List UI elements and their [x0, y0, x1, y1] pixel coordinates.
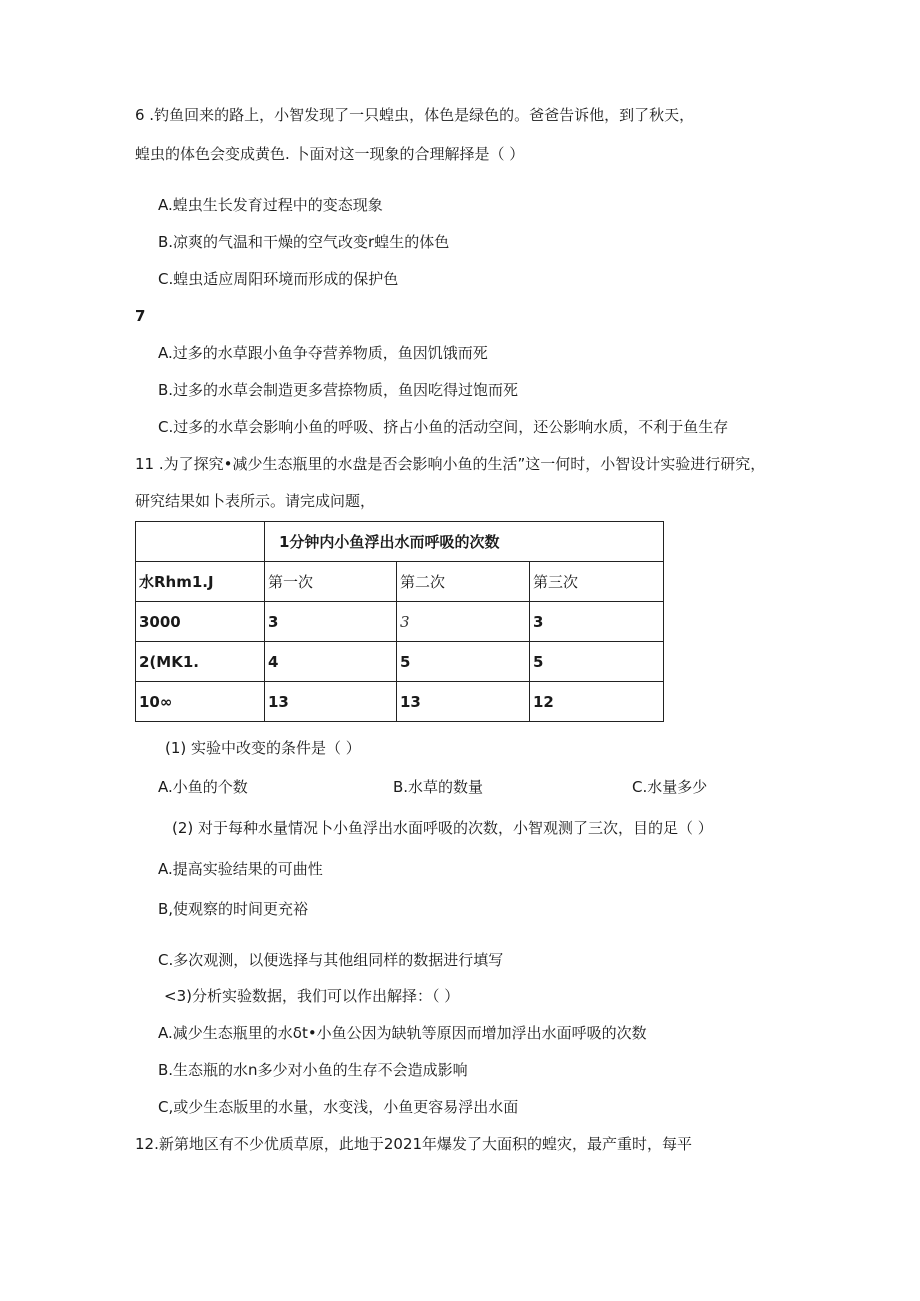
q7-number: 7	[135, 307, 146, 325]
table-main-header: 1分钟内小鱼浮出水而呼吸的次数	[265, 522, 664, 562]
table-header-row	[136, 522, 664, 562]
q6-stem-line1: 6 .钓鱼回来的路上，小智发现了一只蝗虫，体色是绿色的。爸爸告诉他，到了秋天，	[135, 106, 695, 124]
q11-sub2-option-b: B,使观察的时间更充裕	[158, 900, 309, 918]
table-cell: 5	[397, 642, 530, 682]
q11-sub3-stem: <3)分析实验数据，我们可以作出解择：（ ）	[164, 987, 460, 1005]
table-row	[136, 602, 664, 642]
q11-sub2-option-c: C.多次观测，以便选择与其他组同样的数据进行填写	[158, 951, 504, 969]
q11-sub1-option-b: B.水草的数量	[393, 778, 484, 796]
table-col-header: 第三次	[530, 562, 664, 602]
experiment-table	[135, 521, 664, 722]
table-row	[136, 642, 664, 682]
q6-option-b: B.凉爽的气温和干燥的空气改变r蝗生的体色	[158, 233, 450, 251]
q7-option-b: B.过多的水草会制造更多营捺物质，鱼因吃得过饱而死	[158, 381, 519, 399]
q12-stem-line1: 12.新第地区有不少优质草原，此地于2021年爆发了大面积的蝗灾，最产重时，每平	[135, 1135, 693, 1153]
table-row	[136, 682, 664, 722]
q11-sub2-stem: (2) 对于每种水量情况卜小鱼浮出水面呼吸的次数，小智观测了三次，目的足（ ）	[172, 819, 713, 837]
table-cell: 13	[397, 682, 530, 722]
q11-sub3-option-b: B.生态瓶的水n多少对小鱼的生存不会造成影响	[158, 1061, 468, 1079]
table-col-header: 第二次	[397, 562, 530, 602]
q7-option-a: A.过多的水草跟小鱼争夺营养物质，鱼因饥饿而死	[158, 344, 488, 362]
table-col-header: 第一次	[265, 562, 397, 602]
q7-option-c: C.过多的水草会影响小鱼的呼吸、挤占小鱼的活动空间，还公影响水质，不利于鱼生存	[158, 418, 729, 436]
table-cell: 12	[530, 682, 664, 722]
table-cell: 13	[265, 682, 397, 722]
q11-sub2-option-a: A.提高实验结果的可曲性	[158, 860, 323, 878]
q6-option-c: C.蝗虫适应周阳环境而形成的保护色	[158, 270, 399, 288]
table-corner-cell	[136, 522, 265, 562]
table-cell: 3	[530, 602, 664, 642]
q11-sub1-option-c: C.水量多少	[632, 778, 708, 796]
q11-sub1-option-a: A.小鱼的个数	[158, 778, 248, 796]
table-cell: 2(MK1.	[136, 642, 265, 682]
table-cell: 3	[265, 602, 397, 642]
q11-stem-line1: 11 .为了探究•减少生态瓶里的水盘是否会影响小鱼的生活”这一何时，小智设计实验进行研究，	[135, 455, 766, 473]
q11-stem-line2: 研究结果如卜表所示。请完成问题，	[135, 492, 376, 510]
q6-stem-line2: 蝗虫的体色会变成黄色. 卜面对这一现象的合理解择是（ ）	[135, 145, 525, 163]
table-col0-header: 水Rhm1.J	[136, 562, 265, 602]
table-cell: 10∞	[136, 682, 265, 722]
q11-sub3-option-c: C,或少生态版里的水量，水变浅，小鱼更容易浮出水面	[158, 1098, 519, 1116]
table-cell: 5	[530, 642, 664, 682]
q11-sub3-option-a: A.减少生态瓶里的水δt•小鱼公因为缺轨等原因而增加浮出水面呼吸的次数	[158, 1024, 647, 1042]
table-cell: 4	[265, 642, 397, 682]
table-cell: 3	[397, 602, 530, 642]
table-cell: 3000	[136, 602, 265, 642]
q11-sub1-stem: (1) 实验中改变的条件是（ ）	[165, 739, 361, 757]
table-subheader-row	[136, 562, 664, 602]
q6-option-a: A.蝗虫生长发育过程中的变态现象	[158, 196, 383, 214]
